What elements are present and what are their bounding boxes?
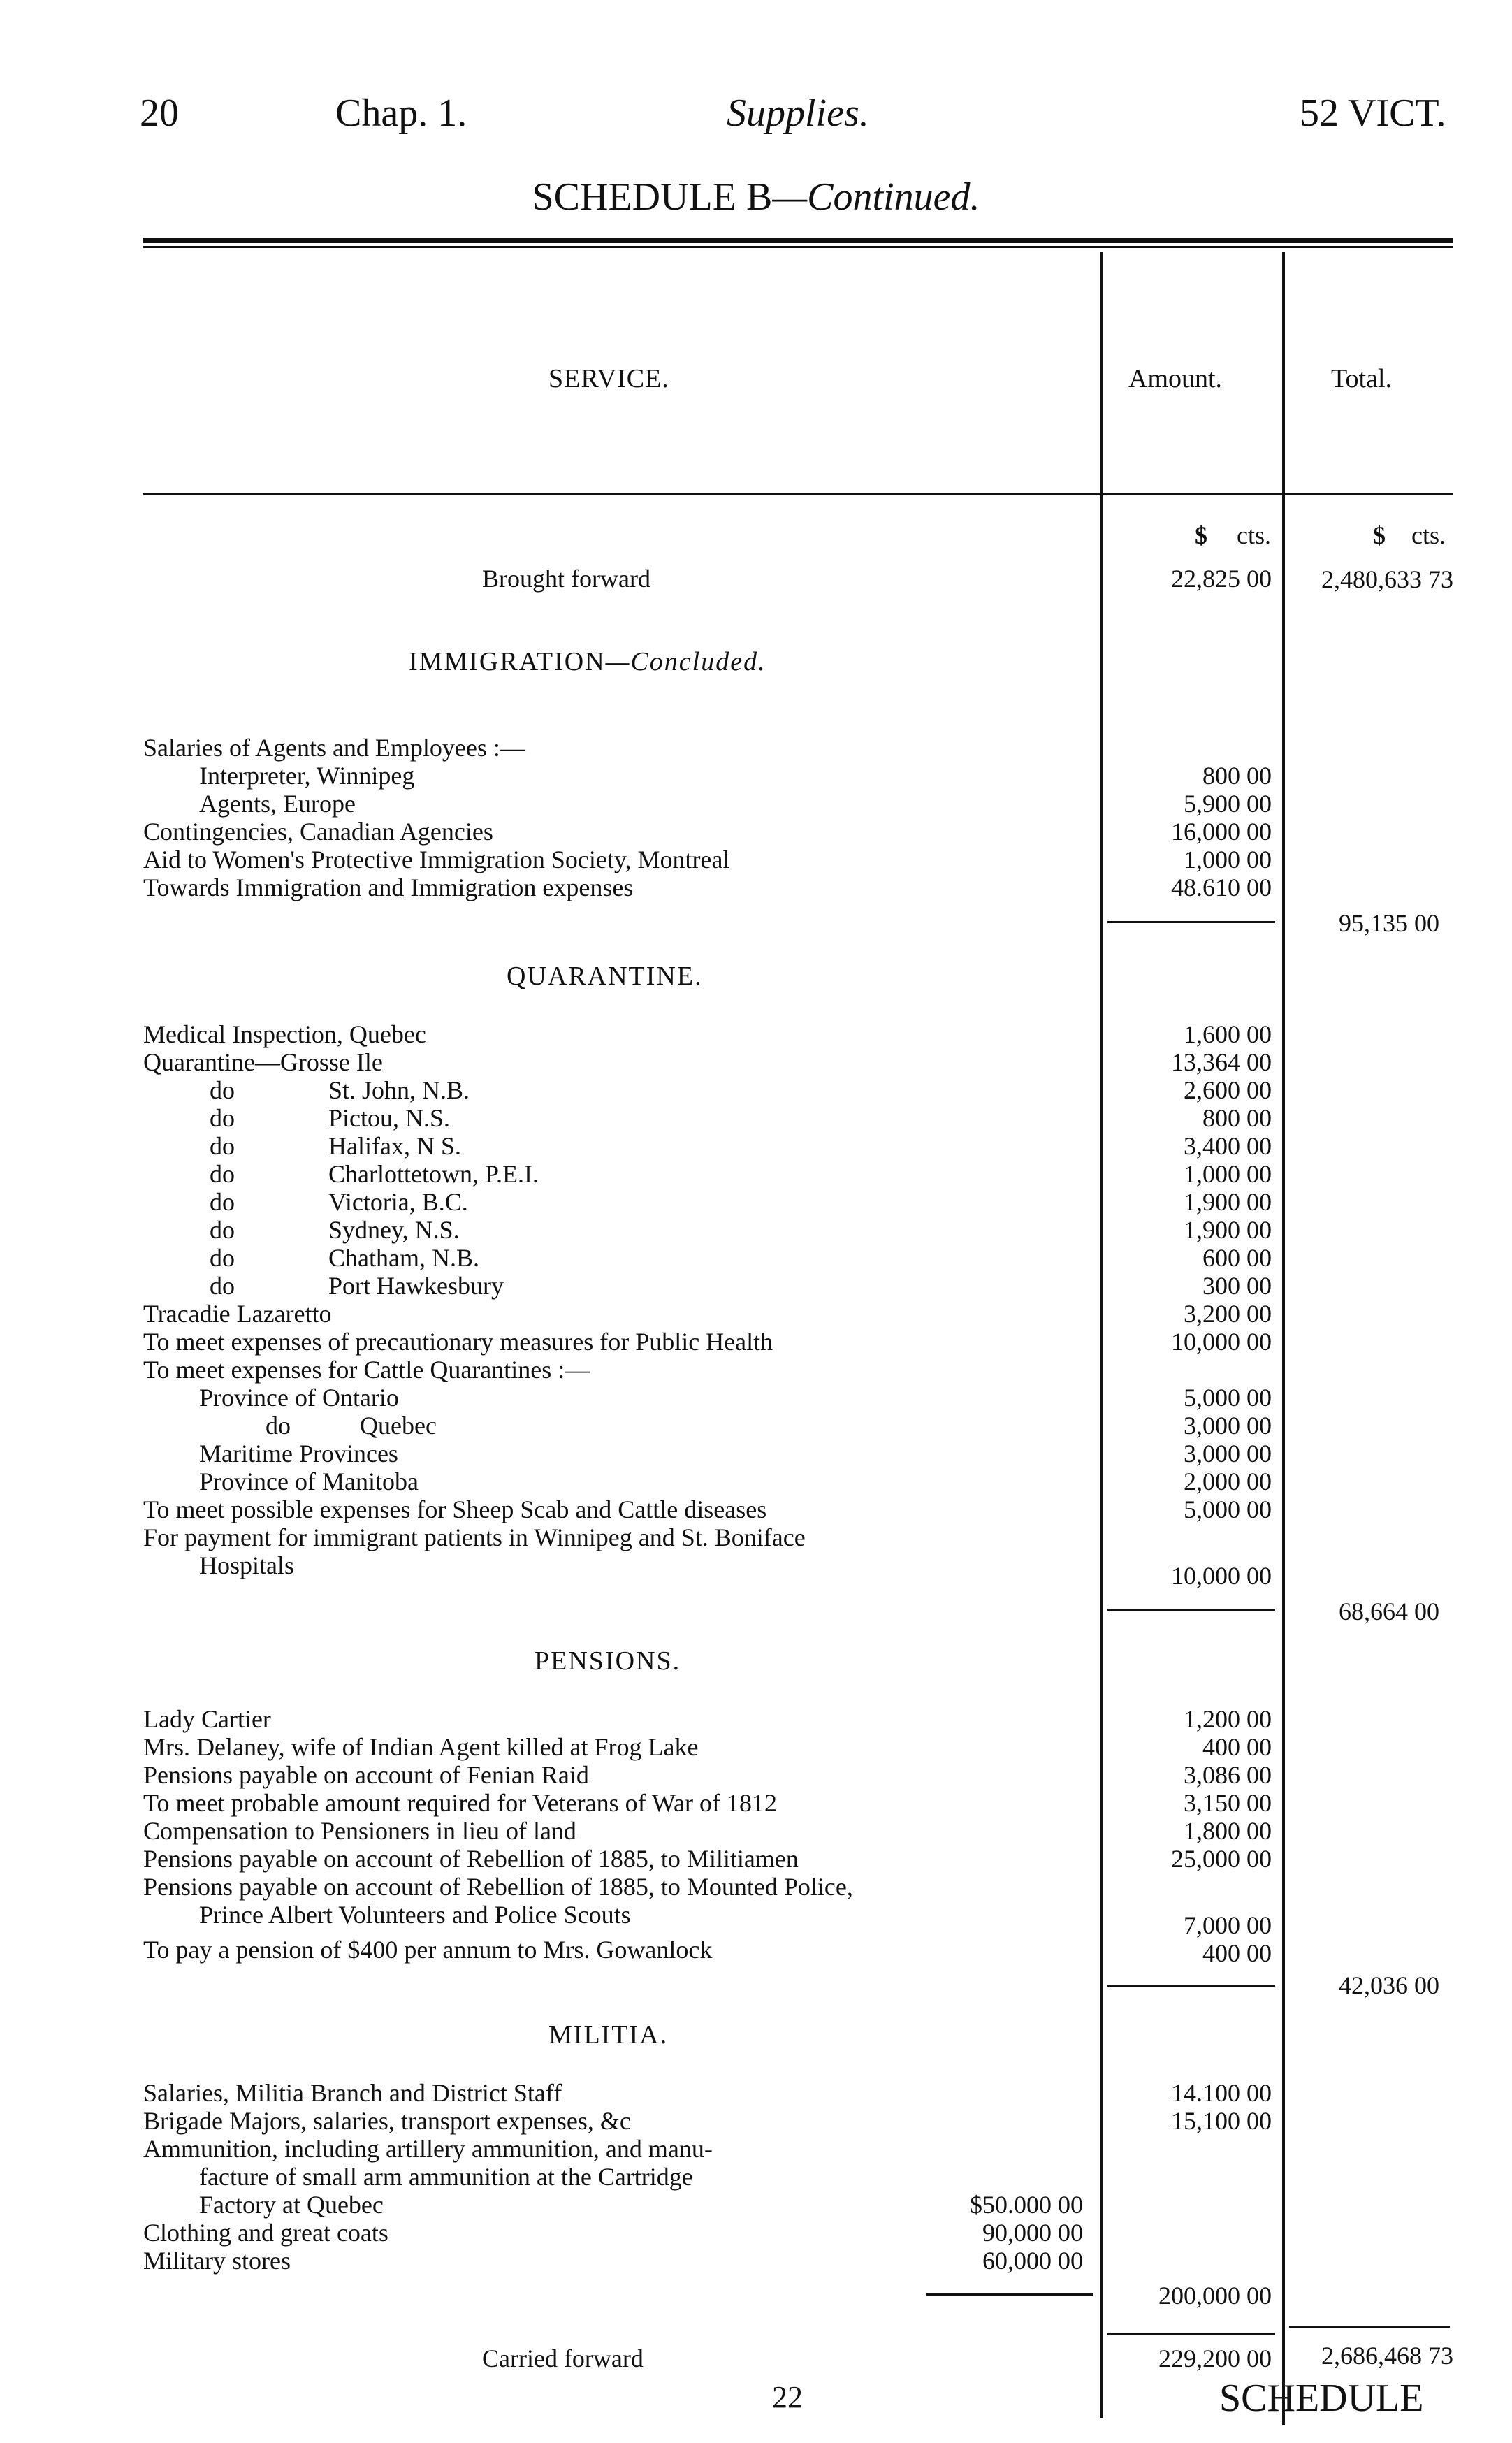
list-item: Prince Albert Volunteers and Police Scouts	[199, 1901, 631, 1929]
immigration-sum-rule	[1107, 921, 1275, 923]
amount-dollar-sign: $	[1195, 521, 1207, 549]
list-item: To meet expenses of precautionary measures for Public Health	[143, 1328, 773, 1356]
list-item: To meet probable amount required for Veterans of War of 1812	[143, 1789, 777, 1817]
chapter: Chap. 1.	[335, 92, 467, 135]
item-amount: 14.100 00	[1171, 2079, 1272, 2107]
running-title: Supplies.	[727, 92, 869, 135]
item-amount: 2,000 00	[1184, 1467, 1272, 1495]
item-amount: 10,000 00	[1171, 1562, 1272, 1590]
ditto-mark: do	[210, 1244, 235, 1272]
carried-forward-label: Carried forward	[482, 2344, 644, 2372]
list-item: Compensation to Pensioners in lieu of land	[143, 1817, 576, 1845]
ditto-mark: do	[210, 1188, 235, 1216]
pensions-heading: PENSIONS.	[535, 1646, 681, 1676]
item-amount: 1,900 00	[1184, 1188, 1272, 1216]
list-item: facture of small arm ammunition at the Cartridge	[199, 2163, 693, 2191]
ditto-mark: do	[266, 1412, 291, 1440]
item-amount: 3,150 00	[1184, 1789, 1272, 1817]
brought-forward-label: Brought forward	[482, 565, 650, 593]
list-item: Agents, Europe	[199, 790, 356, 818]
carried-forward-total: 2,686,468 73	[1321, 2342, 1453, 2370]
quarantine-sum-rule	[1107, 1609, 1275, 1611]
carried-forward-amount: 229,200 00	[1158, 2344, 1272, 2372]
ditto-mark: do	[210, 1272, 235, 1300]
item-amount: 1,000 00	[1184, 846, 1272, 873]
item-amount: 13,364 00	[1171, 1048, 1272, 1076]
item-amount: 800 00	[1202, 762, 1272, 790]
list-item: Contingencies, Canadian Agencies	[143, 818, 493, 846]
total-cents-label: cts.	[1411, 521, 1446, 549]
item-amount: 3,200 00	[1184, 1300, 1272, 1328]
ditto-mark: do	[210, 1216, 235, 1244]
page-number: 20	[140, 92, 179, 135]
amount-cents-label: cts.	[1237, 521, 1271, 549]
item-amount: 3,400 00	[1184, 1132, 1272, 1160]
list-item: Province of Ontario	[199, 1384, 399, 1412]
item-amount: 7,000 00	[1184, 1911, 1272, 1939]
item-amount: 1,800 00	[1184, 1817, 1272, 1845]
header-bottom-rule	[143, 493, 1453, 495]
list-item: Pensions payable on account of Fenian Raid	[143, 1761, 589, 1789]
list-item: Victoria, B.C.	[328, 1188, 468, 1216]
list-item: Pictou, N.S.	[328, 1104, 451, 1132]
item-amount: 3,086 00	[1184, 1761, 1272, 1789]
list-item: Military stores	[143, 2247, 291, 2275]
militia-heading: MILITIA.	[548, 2020, 669, 2050]
ditto-mark: do	[210, 1160, 235, 1188]
pensions-total: 42,036 00	[1339, 1971, 1439, 1999]
item-amount: 5,000 00	[1184, 1495, 1272, 1523]
list-item: Sydney, N.S.	[328, 1216, 460, 1244]
quarantine-total: 68,664 00	[1339, 1597, 1439, 1625]
list-item: Province of Manitoba	[199, 1467, 419, 1495]
list-item: Charlottetown, P.E.I.	[328, 1160, 539, 1188]
list-item: Aid to Women's Protective Immigration Society, Montreal	[143, 846, 730, 873]
column-total: Total.	[1331, 364, 1393, 393]
item-amount: 1,200 00	[1184, 1705, 1272, 1733]
item-amount: 15,100 00	[1171, 2107, 1272, 2135]
list-item: Quebec	[360, 1412, 437, 1440]
list-item: Chatham, N.B.	[328, 1244, 479, 1272]
list-item: Interpreter, Winnipeg	[199, 762, 415, 790]
brought-forward-total: 2,480,633 73	[1321, 565, 1453, 593]
list-item: Maritime Provinces	[199, 1440, 398, 1467]
list-item: Medical Inspection, Quebec	[143, 1020, 426, 1048]
list-item: Hospitals	[199, 1551, 295, 1579]
list-item: Port Hawkesbury	[328, 1272, 504, 1300]
item-amount: 1,900 00	[1184, 1216, 1272, 1244]
item-amount: 300 00	[1202, 1272, 1272, 1300]
list-item: To meet possible expenses for Sheep Scab and Cattle diseases	[143, 1495, 767, 1523]
ditto-mark: do	[210, 1132, 235, 1160]
item-amount: 10,000 00	[1171, 1328, 1272, 1356]
carried-forward-amount-rule	[1107, 2333, 1275, 2335]
catchword: SCHEDULE	[1219, 2377, 1424, 2420]
quarantine-heading: QUARANTINE.	[507, 962, 703, 991]
brought-forward-amount: 22,825 00	[1171, 565, 1272, 593]
signature-mark: 22	[772, 2380, 803, 2414]
list-item: Mrs. Delaney, wife of Indian Agent killed at Frog Lake	[143, 1733, 699, 1761]
list-item: Pensions payable on account of Rebellion of 1885, to Mounted Police,	[143, 1873, 853, 1901]
list-item: Lady Cartier	[143, 1705, 271, 1733]
amount-column-rule	[1100, 252, 1103, 2418]
pensions-sum-rule	[1107, 1985, 1275, 1987]
list-item: To meet expenses for Cattle Quarantines :—	[143, 1356, 590, 1384]
list-item: Clothing and great coats	[143, 2219, 388, 2247]
list-item: Ammunition, including artillery ammunition, and manu-	[143, 2135, 713, 2163]
militia-subtotal: 200,000 00	[1158, 2282, 1272, 2310]
list-item: Towards Immigration and Immigration expenses	[143, 873, 634, 901]
item-amount: 5,900 00	[1184, 790, 1272, 818]
list-item: Tracadie Lazaretto	[143, 1300, 332, 1328]
regnal-year: 52 VICT.	[1300, 92, 1446, 135]
item-amount: 2,600 00	[1184, 1076, 1272, 1104]
item-amount: 16,000 00	[1171, 818, 1272, 846]
top-rule-thick	[143, 238, 1453, 243]
list-item: Brigade Majors, salaries, transport expenses, &c	[143, 2107, 631, 2135]
column-service: SERVICE.	[548, 364, 669, 393]
list-item: Quarantine—Grosse Ile	[143, 1048, 383, 1076]
immigration-total: 95,135 00	[1339, 909, 1439, 937]
item-amount: 800 00	[1202, 1104, 1272, 1132]
carried-forward-total-rule	[1289, 2326, 1450, 2328]
item-amount: 400 00	[1202, 1733, 1272, 1761]
item-amount: 600 00	[1202, 1244, 1272, 1272]
ditto-mark: do	[210, 1104, 235, 1132]
list-item: Factory at Quebec	[199, 2191, 384, 2219]
item-amount: 5,000 00	[1184, 1384, 1272, 1412]
total-dollar-sign: $	[1373, 521, 1386, 549]
item-amount: 3,000 00	[1184, 1440, 1272, 1467]
schedule-title: SCHEDULE B—Continued.	[532, 175, 980, 219]
item-amount: 3,000 00	[1184, 1412, 1272, 1440]
immigration-heading: IMMIGRATION—Concluded.	[409, 647, 766, 676]
list-item: To pay a pension of $400 per annum to Mrs. Gowanlock	[143, 1936, 713, 1964]
list-item: St. John, N.B.	[328, 1076, 470, 1104]
ditto-mark: do	[210, 1076, 235, 1104]
list-item: Salaries, Militia Branch and District Staff	[143, 2079, 562, 2107]
item-amount: 25,000 00	[1171, 1845, 1272, 1873]
sub-amount: $50.000 00	[970, 2191, 1083, 2219]
total-column-rule	[1282, 252, 1285, 2425]
list-item: Pensions payable on account of Rebellion of 1885, to Militiamen	[143, 1845, 799, 1873]
top-rule-thin	[143, 246, 1453, 248]
sub-amount: 60,000 00	[982, 2247, 1083, 2275]
item-amount: 400 00	[1202, 1939, 1272, 1967]
immigration-subheading: Salaries of Agents and Employees :—	[143, 734, 525, 762]
column-amount: Amount.	[1128, 364, 1223, 393]
militia-sub-rule	[926, 2293, 1093, 2296]
item-amount: 1,000 00	[1184, 1160, 1272, 1188]
item-amount: 48.610 00	[1171, 873, 1272, 901]
sub-amount: 90,000 00	[982, 2219, 1083, 2247]
list-item: For payment for immigrant patients in Winnipeg and St. Boniface	[143, 1523, 806, 1551]
item-amount: 1,600 00	[1184, 1020, 1272, 1048]
list-item: Halifax, N S.	[328, 1132, 461, 1160]
